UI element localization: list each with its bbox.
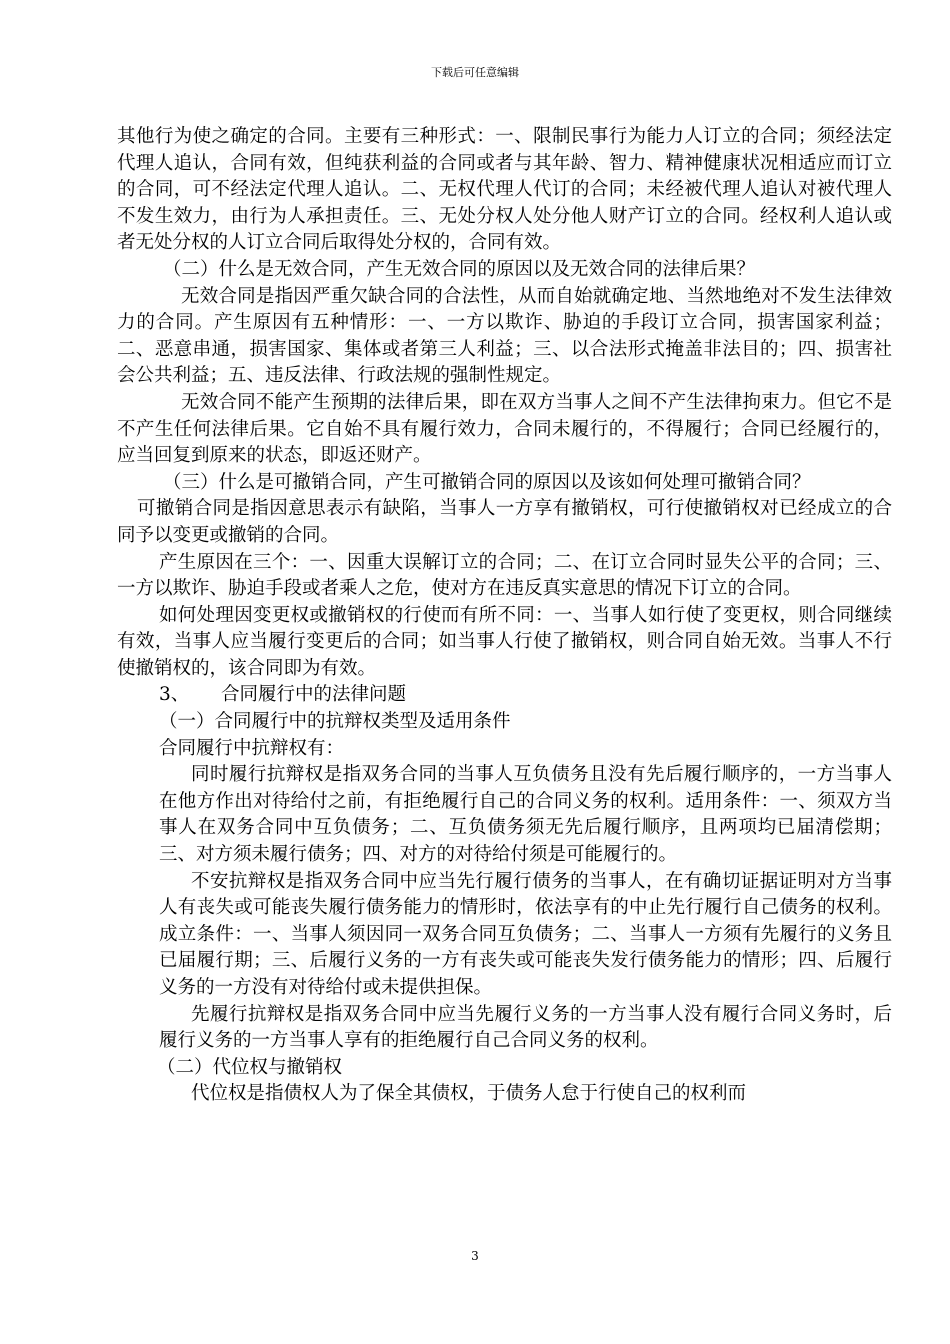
paragraph-revocable-causes: 产生原因在三个：一、因重大误解订立的合同；二、在订立合同时显失公平的合同；三、一方以欺诈、胁迫手段或者乘人之危，使对方在违反真实意思的情况下订立的合同。 [117,551,892,600]
paragraph-void-forms: 其他行为使之确定的合同。主要有三种形式：一、限制民事行为能力人订立的合同；须经法定代理人追认，合同有效，但纯获利益的合同或者与其年龄、智力、精神健康状况相适应而订立的合同，可不经法定代理人追认。二、无权代理人代订的合同；未经被代理人追认对被代理人不发生效力，由行为人承担责任。三、无处分权人处分他人财产订立的合同。经权利人追认或者无处分权的人订立合同后取得处分权的，合同有效。 [117,126,892,254]
paragraph-defense-intro: 合同履行中抗辩权有： [159,737,345,759]
paragraph-revocable-definition: 可撤销合同是指因意思表示有缺陷，当事人一方享有撤销权，可行使撤销权对已经成立的合同予以变更或撤销的合同。 [117,498,892,546]
subheading-subrogation-revocation: （二）代位权与撤销权 [157,1056,343,1078]
paragraph-invalid-definition: 无效合同是指因严重欠缺合同的合法性，从而自始就确定地、当然地绝对不发生法律效力的合同。产生原因有五种情形：一、一方以欺诈、胁迫的手段订立合同，损害国家利益；二、恶意串通，损害国家、集体或者第三人利益；三、以合法形式掩盖非法目的；四、损害社会公共利益；五、违反法律、行政法规的强制性规定。 [117,285,892,387]
subheading-invalid-contract: （二）什么是无效合同，产生无效合同的原因以及无效合同的法律后果？ [163,258,756,280]
section-title: 合同履行中的法律问题 [221,684,407,706]
paragraph-revocable-handling: 如何处理因变更权或撤销权的行使而有所不同：一、当事人如行使了变更权，则合同继续有效，当事人应当履行变更后的合同；如当事人行使了撤销权，则合同自始无效。当事人不行使撤销权的，该合同即为有效。 [117,604,892,679]
section-3-block-2 [117,1081,892,1108]
paragraph-prior-performance-defense: 先履行抗辩权是指双务合同中应当先履行义务的一方当事人没有履行合同义务时，后履行义务的一方当事人享有的拒绝履行自己合同义务的权利。 [159,1003,892,1052]
page-number: 3 [471,1249,479,1263]
document-body [117,124,892,1108]
section-number: 3、 [159,684,190,706]
section-heading-3 [117,682,892,709]
paragraph-insecurity-defense: 不安抗辩权是指双务合同中应当先行履行债务的当事人，在有确切证据证明对方当事人有丧失或可能丧失履行债务能力的情形时，依法享有的中止先行履行自己债务的权利。成立条件：一、当事人须因同一双务合同互负债务；二、当事人一方须有先履行的义务且已届履行期；三、后履行义务的一方有丧失或可能丧失发行债务能力的情形；四、后履行义务的一方没有对待给付或未提供担保。 [159,870,892,998]
section-3-block [117,709,892,1055]
paragraph-simultaneous-defense: 同时履行抗辩权是指双务合同的当事人互负债务且没有先后履行顺序的，一方当事人在他方作出对待给付之前，有拒绝履行自己的合同义务的权利。适用条件：一、须双方当事人在双务合同中互负债务；二、互负债务须无先后履行顺序，且两项均已届清偿期；三、对方须未履行债务；四、对方的对待给付须是可能履行的。 [159,764,892,866]
paragraph-invalid-consequence: 无效合同不能产生预期的法律后果，即在双方当事人之间不产生法律拘束力。但它不是不产生任何法律后果。它自始不具有履行效力，合同未履行的，不得履行；合同已经履行的，应当回复到原来的状态，即返还财产。 [117,391,892,467]
page-header-note: 下载后可任意编辑 [431,66,519,79]
subheading-revocable-contract: （三）什么是可撤销合同，产生可撤销合同的原因以及该如何处理可撤销合同？ [163,471,811,493]
subheading-defense-rights: （一）合同履行中的抗辩权类型及适用条件 [159,711,511,733]
paragraph-subrogation: 代位权是指债权人为了保全其债权，于债务人怠于行使自己的权利而 [191,1083,747,1105]
